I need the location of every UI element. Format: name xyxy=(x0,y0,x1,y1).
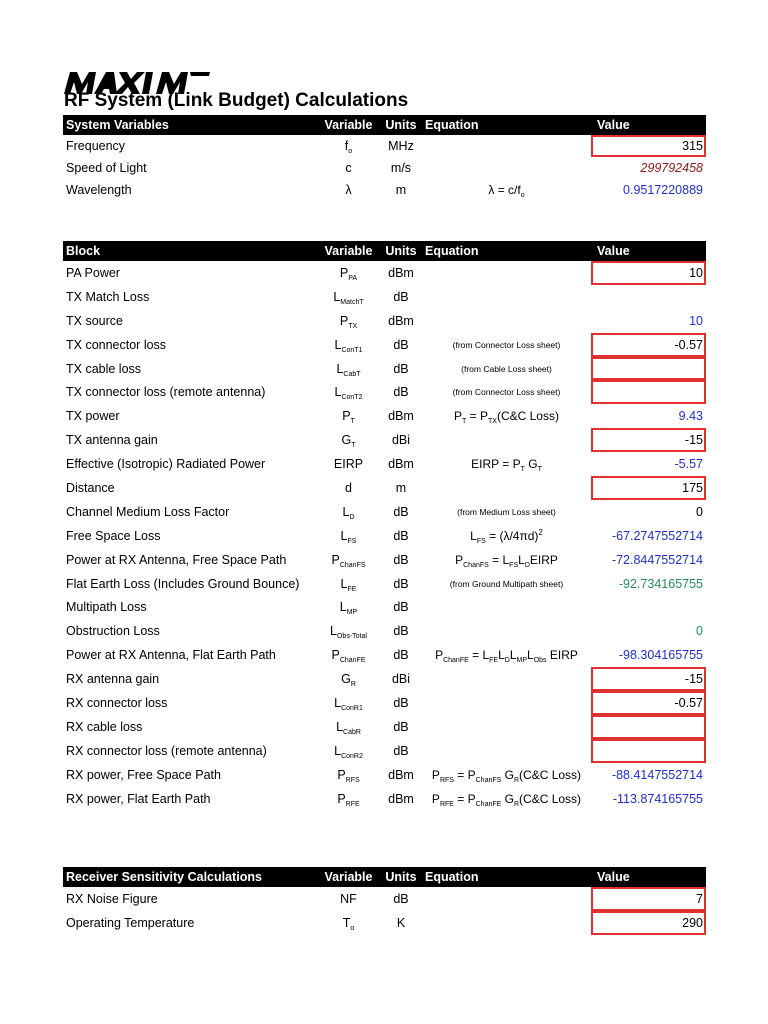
row-equation xyxy=(422,548,591,572)
row-name: TX Match Loss xyxy=(66,289,150,304)
row-name: RX antenna gain xyxy=(66,672,160,687)
row-name: PA Power xyxy=(66,265,120,280)
variable-symbol: T xyxy=(342,916,351,930)
row-units: m/s xyxy=(390,161,412,175)
row-units: dBi xyxy=(391,433,411,448)
value-cell xyxy=(591,595,706,619)
variable-subscript: R xyxy=(350,681,356,689)
header-name: System Variables xyxy=(63,115,317,135)
equation-part: D xyxy=(504,657,510,665)
table-row xyxy=(63,548,706,572)
logo-text: MAXIM xyxy=(64,72,68,73)
row-equation xyxy=(422,524,591,548)
row-units: dB xyxy=(393,576,409,591)
row-units: dBi xyxy=(391,672,411,687)
header-row xyxy=(63,867,706,887)
row-units: K xyxy=(396,916,406,930)
row-name: TX connector loss xyxy=(66,337,167,352)
equation-part: EIRP = P xyxy=(471,457,521,472)
equation-part: T xyxy=(462,418,467,426)
row-variable xyxy=(317,619,380,643)
row-name: RX cable loss xyxy=(66,719,143,734)
header-value: Value xyxy=(591,115,706,135)
variable-subscript: o xyxy=(350,925,355,932)
row-name: Wavelength xyxy=(66,183,132,197)
equation-part: T xyxy=(520,466,525,474)
equation-part: ChanFE xyxy=(475,800,502,808)
row-name: TX cable loss xyxy=(66,361,142,376)
page-title: RF System (Link Budget) Calculations xyxy=(64,90,409,111)
variable-symbol: EIRP xyxy=(333,457,364,472)
input-cell[interactable]: -0.57 xyxy=(591,333,706,357)
equation-part: P xyxy=(431,767,440,782)
row-equation xyxy=(422,739,591,763)
row-variable xyxy=(317,157,380,179)
row-name: Distance xyxy=(66,480,115,495)
row-equation xyxy=(422,763,591,787)
row-units: m xyxy=(395,183,407,197)
row-units: dB xyxy=(393,624,409,639)
row-units: dBm xyxy=(388,767,414,782)
row-name: Multipath Loss xyxy=(66,600,147,615)
row-variable xyxy=(317,595,380,619)
table-row xyxy=(63,428,706,452)
row-name: RX power, Flat Earth Path xyxy=(66,791,211,806)
value-cell: -113.874165755 xyxy=(612,791,703,806)
header-equation: Equation xyxy=(422,867,591,887)
row-variable xyxy=(317,285,380,309)
variable-symbol: NF xyxy=(340,892,357,906)
row-variable xyxy=(317,643,380,667)
receiver-sensitivity-table xyxy=(63,867,706,935)
row-variable xyxy=(317,787,380,811)
table-row xyxy=(63,380,706,404)
row-equation xyxy=(422,157,591,179)
variable-subscript: ChanFS xyxy=(339,561,366,569)
variable-symbol: P xyxy=(339,313,349,328)
equation-part: FE xyxy=(489,657,499,665)
row-equation xyxy=(422,404,591,428)
equation-part: L xyxy=(498,648,505,663)
row-units: dB xyxy=(393,528,409,543)
row-units: dB xyxy=(393,719,409,734)
variable-symbol: L xyxy=(336,361,344,376)
row-units: dB xyxy=(393,648,409,663)
equation-part: FS xyxy=(476,537,486,545)
equation-part: Obs xyxy=(533,657,547,665)
equation-part: FS xyxy=(509,561,519,569)
row-variable xyxy=(317,404,380,428)
variable-subscript: PA xyxy=(348,274,358,282)
input-cell[interactable]: 290 xyxy=(591,911,706,935)
table-row xyxy=(63,309,706,333)
row-equation xyxy=(422,476,591,500)
equation-part: = P xyxy=(453,767,476,782)
equation-text: λ = c/f xyxy=(488,183,521,197)
variable-symbol: P xyxy=(337,791,346,806)
row-name: Obstruction Loss xyxy=(66,624,160,639)
row-equation xyxy=(422,595,591,619)
header-units: Units xyxy=(380,867,422,887)
value-cell: 299792458 xyxy=(640,161,703,175)
input-cell[interactable]: 315 xyxy=(591,135,706,157)
table-row xyxy=(63,452,706,476)
header-row xyxy=(63,115,706,135)
row-variable xyxy=(317,135,380,157)
table-row xyxy=(63,763,706,787)
equation-part: 2 xyxy=(538,527,543,537)
row-equation xyxy=(422,261,591,285)
equation-part: (C&C Loss) xyxy=(496,409,559,424)
row-variable xyxy=(317,715,380,739)
row-name: Frequency xyxy=(66,139,126,153)
variable-symbol: G xyxy=(341,433,352,448)
variable-subscript: o xyxy=(348,148,353,155)
variable-subscript: RFS xyxy=(345,776,360,784)
equation-text: (from Medium Loss sheet) xyxy=(457,506,556,517)
variable-subscript: T xyxy=(351,442,356,450)
row-name: Effective (Isotropic) Radiated Power xyxy=(66,457,266,472)
input-cell[interactable] xyxy=(591,380,706,404)
table-row xyxy=(63,619,706,643)
variable-subscript: ConR1 xyxy=(341,704,363,712)
row-equation xyxy=(422,380,591,404)
variable-symbol: G xyxy=(341,672,351,687)
row-units: dBm xyxy=(388,313,414,328)
row-equation xyxy=(422,333,591,357)
row-equation xyxy=(422,643,591,667)
row-units: dB xyxy=(393,892,409,906)
header-value: Value xyxy=(591,241,706,261)
equation-part: G xyxy=(501,791,514,806)
equation-part: D xyxy=(524,561,530,569)
system-variables-table xyxy=(63,115,706,201)
row-units: dB xyxy=(393,743,409,758)
table-row xyxy=(63,261,706,285)
row-equation xyxy=(422,691,591,715)
row-variable xyxy=(317,887,380,911)
variable-subscript: MatchT xyxy=(340,298,364,306)
equation-subscript: o xyxy=(520,192,525,199)
row-equation xyxy=(422,667,591,691)
header-equation: Equation xyxy=(422,115,591,135)
equation-part: P xyxy=(431,791,440,806)
table-row xyxy=(63,667,706,691)
row-variable xyxy=(317,333,380,357)
header-units: Units xyxy=(380,241,422,261)
table-row xyxy=(63,739,706,763)
table-row xyxy=(63,404,706,428)
row-equation xyxy=(422,428,591,452)
value-cell: -88.4147552714 xyxy=(611,767,703,782)
row-equation xyxy=(422,715,591,739)
row-name: Channel Medium Loss Factor xyxy=(66,504,230,519)
variable-symbol: L xyxy=(339,600,347,615)
variable-symbol: L xyxy=(334,695,342,710)
table-row xyxy=(63,643,706,667)
equation-part: RFE xyxy=(439,800,454,808)
input-cell[interactable]: 175 xyxy=(591,476,706,500)
row-variable xyxy=(317,179,380,201)
value-cell: -67.2747552714 xyxy=(611,528,703,543)
input-cell[interactable]: -15 xyxy=(591,667,706,691)
row-name: RX power, Free Space Path xyxy=(66,767,221,782)
row-units: m xyxy=(395,480,407,495)
table-row xyxy=(63,595,706,619)
row-units: dB xyxy=(393,337,409,352)
header-value: Value xyxy=(591,867,706,887)
variable-subscript: FE xyxy=(347,585,357,593)
value-cell: -98.304165755 xyxy=(618,648,703,663)
value-cell: -72.8447552714 xyxy=(611,552,703,567)
equation-text: (from Connector Loss sheet) xyxy=(452,339,561,350)
equation-part: RFS xyxy=(439,776,454,784)
variable-symbol: d xyxy=(345,480,352,495)
equation-part: ChanFS xyxy=(475,776,502,784)
input-cell[interactable]: -15 xyxy=(591,428,706,452)
row-variable xyxy=(317,763,380,787)
table-row xyxy=(63,179,706,201)
variable-symbol: L xyxy=(342,504,350,519)
row-variable xyxy=(317,500,380,524)
equation-part: R xyxy=(513,776,520,784)
row-name: RX connector loss xyxy=(66,695,168,710)
row-equation xyxy=(422,572,591,596)
row-equation xyxy=(422,357,591,381)
row-units: dB xyxy=(393,552,409,567)
value-cell: 9.43 xyxy=(678,409,703,424)
table-row xyxy=(63,691,706,715)
row-variable xyxy=(317,548,380,572)
table-row xyxy=(63,887,706,911)
equation-part: TX xyxy=(488,418,497,426)
value-cell: 0 xyxy=(696,624,703,639)
row-name: Power at RX Antenna, Free Space Path xyxy=(66,552,287,567)
row-variable xyxy=(317,572,380,596)
row-variable xyxy=(317,380,380,404)
row-units: dB xyxy=(393,600,409,615)
variable-subscript: Obs-Total xyxy=(336,633,367,641)
row-units: dBm xyxy=(388,791,414,806)
variable-subscript: TX xyxy=(348,322,358,330)
block-table xyxy=(63,241,706,810)
equation-part: P xyxy=(455,552,464,567)
equation-part: EIRP xyxy=(546,648,578,663)
header-variable: Variable xyxy=(317,115,380,135)
variable-symbol: P xyxy=(339,265,349,280)
value-cell: 0.9517220889 xyxy=(623,183,703,197)
variable-subscript: ConT2 xyxy=(341,394,363,402)
equation-part: (C&C Loss) xyxy=(519,791,582,806)
value-cell: 0 xyxy=(696,504,703,519)
table-row xyxy=(63,787,706,811)
value-cell: -92.734165755 xyxy=(618,576,703,591)
row-equation xyxy=(422,179,591,201)
equation-part: = (λ/4πd) xyxy=(485,528,539,543)
row-equation xyxy=(422,911,591,935)
variable-symbol: L xyxy=(334,743,342,758)
row-units: dB xyxy=(393,385,409,400)
table-row xyxy=(63,715,706,739)
row-name: RX Noise Figure xyxy=(66,892,158,906)
variable-subscript: D xyxy=(349,513,355,521)
row-equation xyxy=(422,285,591,309)
row-units: dBm xyxy=(388,265,414,280)
variable-symbol: L xyxy=(340,576,348,591)
row-equation xyxy=(422,887,591,911)
row-variable xyxy=(317,691,380,715)
value-cell: 10 xyxy=(689,313,703,328)
header-name: Receiver Sensitivity Calculations xyxy=(63,867,317,887)
row-name: Operating Temperature xyxy=(66,916,195,930)
row-variable xyxy=(317,428,380,452)
row-variable xyxy=(317,739,380,763)
equation-part: MP xyxy=(516,657,528,665)
variable-subscript: ConT1 xyxy=(341,346,363,354)
equation-part: P xyxy=(435,648,444,663)
row-units: dB xyxy=(393,289,409,304)
variable-subscript: FS xyxy=(347,537,357,545)
header-name: Block xyxy=(63,241,317,261)
equation-part: G xyxy=(501,767,514,782)
header-row xyxy=(63,241,706,261)
equation-part: (C&C Loss) xyxy=(519,767,582,782)
variable-subscript: RFE xyxy=(345,800,360,808)
header-variable: Variable xyxy=(317,867,380,887)
input-cell[interactable] xyxy=(591,739,706,763)
equation-part: = P xyxy=(466,409,488,424)
input-cell[interactable] xyxy=(591,715,706,739)
variable-subscript: CabT xyxy=(343,370,361,378)
row-variable xyxy=(317,309,380,333)
variable-symbol: P xyxy=(337,767,346,782)
row-name: TX power xyxy=(66,409,120,424)
row-units: MHz xyxy=(388,139,414,153)
input-cell[interactable]: 10 xyxy=(591,261,706,285)
variable-symbol: L xyxy=(334,385,342,400)
row-name: Speed of Light xyxy=(66,161,147,175)
variable-symbol: L xyxy=(340,528,348,543)
variable-symbol: f xyxy=(344,139,349,153)
row-variable xyxy=(317,667,380,691)
equation-part: ChanFE xyxy=(443,657,469,665)
value-cell: -5.57 xyxy=(674,457,703,472)
equation-part: P xyxy=(454,409,463,424)
row-equation xyxy=(422,500,591,524)
row-units: dB xyxy=(393,695,409,710)
equation-part: = L xyxy=(488,552,510,567)
variable-symbol: L xyxy=(333,289,341,304)
table-row xyxy=(63,572,706,596)
row-units: dB xyxy=(393,504,409,519)
row-equation xyxy=(422,787,591,811)
variable-subscript: CabR xyxy=(343,728,361,736)
row-name: Power at RX Antenna, Flat Earth Path xyxy=(66,648,276,663)
row-variable xyxy=(317,261,380,285)
variable-symbol: L xyxy=(330,624,337,639)
value-cell xyxy=(591,285,706,309)
row-units: dBm xyxy=(388,409,414,424)
equation-text: (from Cable Loss sheet) xyxy=(461,363,552,374)
variable-symbol: c xyxy=(345,161,352,175)
row-variable xyxy=(317,452,380,476)
header-equation: Equation xyxy=(422,241,591,261)
equation-text: (from Ground Multipath sheet) xyxy=(449,578,564,589)
row-name: TX connector loss (remote antenna) xyxy=(66,385,266,400)
equation-part: = P xyxy=(453,791,476,806)
row-name: TX source xyxy=(66,313,123,328)
equation-part: T xyxy=(537,466,542,474)
row-units: dBm xyxy=(388,457,414,472)
row-name: RX connector loss (remote antenna) xyxy=(66,743,267,758)
table-row xyxy=(63,911,706,935)
equation-text: (from Connector Loss sheet) xyxy=(452,387,561,398)
table-row xyxy=(63,285,706,309)
variable-symbol: L xyxy=(334,337,342,352)
row-variable xyxy=(317,524,380,548)
row-equation xyxy=(422,619,591,643)
row-equation xyxy=(422,452,591,476)
input-cell[interactable] xyxy=(591,357,706,381)
equation-part: L xyxy=(518,552,525,567)
variable-symbol: P xyxy=(342,409,351,424)
row-name: Free Space Loss xyxy=(66,528,161,543)
variable-subscript: MP xyxy=(346,609,358,617)
row-variable xyxy=(317,476,380,500)
equation-part: ChanFS xyxy=(463,561,489,569)
table-row xyxy=(63,135,706,157)
equation-part: L xyxy=(509,648,517,663)
table-row xyxy=(63,500,706,524)
table-row xyxy=(63,333,706,357)
row-equation xyxy=(422,135,591,157)
equation-part: L xyxy=(470,528,477,543)
row-variable xyxy=(317,357,380,381)
equation-part: R xyxy=(513,800,520,808)
input-cell[interactable]: -0.57 xyxy=(591,691,706,715)
equation-part: = L xyxy=(468,648,490,663)
table-row xyxy=(63,357,706,381)
variable-subscript: ChanFE xyxy=(339,657,366,665)
header-variable: Variable xyxy=(317,241,380,261)
variable-symbol: P xyxy=(331,648,340,663)
header-units: Units xyxy=(380,115,422,135)
input-cell[interactable]: 7 xyxy=(591,887,706,911)
table-row xyxy=(63,476,706,500)
variable-subscript: T xyxy=(350,418,355,426)
table-row xyxy=(63,524,706,548)
equation-part: EIRP xyxy=(529,552,558,567)
table-row xyxy=(63,157,706,179)
row-variable xyxy=(317,911,380,935)
equation-part: G xyxy=(524,457,538,472)
row-units: dB xyxy=(393,361,409,376)
variable-subscript: ConR2 xyxy=(341,752,363,760)
equation-part: L xyxy=(527,648,534,663)
row-name: TX antenna gain xyxy=(66,433,158,448)
row-equation xyxy=(422,309,591,333)
variable-symbol: P xyxy=(331,552,340,567)
row-name: Flat Earth Loss (Includes Ground Bounce) xyxy=(66,576,300,591)
variable-symbol: λ xyxy=(345,183,352,197)
variable-symbol: L xyxy=(336,719,344,734)
